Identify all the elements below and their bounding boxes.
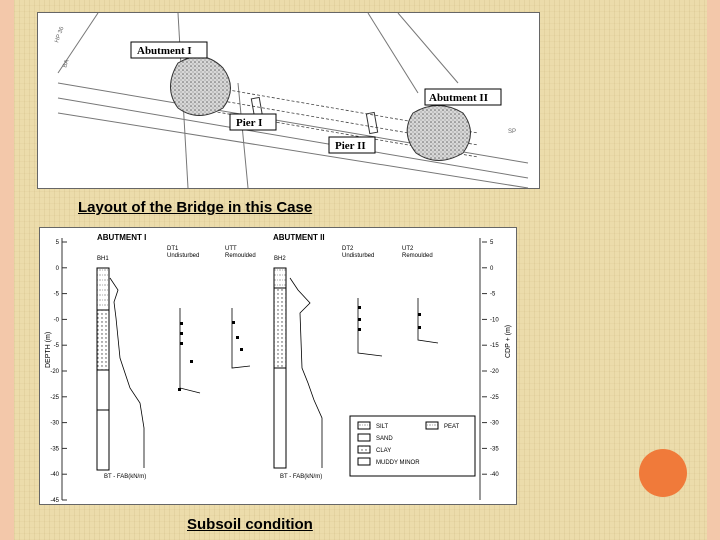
ut2-head: UT2: [402, 246, 414, 252]
right-axis-title: CDP + (m): [505, 324, 512, 358]
utt-head: UTT: [225, 246, 237, 252]
borehole-2-log: [274, 268, 286, 468]
bottom-note-right: BT - FAB(kN/m): [280, 474, 323, 480]
svg-text:SP: SP: [508, 129, 517, 135]
abutment-2-label: Abutment II: [429, 92, 488, 104]
right-axis-tick-label: -30: [490, 420, 499, 427]
pier-1-label: Pier I: [236, 117, 263, 129]
bh2-head: BH2: [274, 256, 286, 262]
dt1-head: DT1: [167, 246, 179, 252]
right-axis-tick-label: -35: [490, 446, 499, 453]
legend-clay: CLAY: [376, 448, 392, 454]
right-axis-tick-label: -15: [490, 343, 499, 350]
right-axis-tick-label: 0: [490, 265, 494, 272]
right-axis-tick-label: -10: [490, 317, 499, 324]
bottom-note-left: BT - FAB(kN/m): [104, 474, 147, 480]
bh1-head: BH1: [97, 256, 109, 262]
right-axis-tick-label: 5: [490, 240, 494, 246]
legend-peat: PEAT: [444, 424, 460, 430]
left-axis-tick-label: -20: [50, 369, 59, 375]
pier-2-label: Pier II: [335, 140, 366, 152]
svg-text:HP 36: HP 36: [54, 26, 66, 44]
legend-sand: SAND: [376, 436, 393, 442]
abutment-1-title: ABUTMENT I: [97, 233, 147, 242]
right-axis-tick-label: -20: [490, 369, 499, 375]
left-axis-tick-label: 0: [55, 265, 59, 272]
right-axis-ticks: [482, 240, 499, 478]
utt-sub: Remoulded: [225, 253, 256, 259]
soil-legend: [350, 416, 475, 476]
left-axis-tick-label: -5: [53, 291, 59, 298]
borehole-1-log: [97, 268, 109, 470]
svg-text:BA: BA: [62, 59, 71, 69]
soil-caption: Subsoil condition: [187, 516, 313, 533]
abutment-2-footprint: [407, 106, 470, 161]
left-axis-tick-label: -40: [50, 472, 59, 479]
left-axis-title: DEPTH (m): [45, 331, 52, 368]
dt2-sub: Undisturbed: [342, 253, 375, 259]
abutment-2-title: ABUTMENT II: [273, 233, 325, 242]
right-axis-tick-label: -25: [490, 394, 499, 401]
legend-silt: SILT: [376, 424, 389, 430]
left-axis-tick-label: -30: [50, 420, 59, 427]
left-axis-tick-label: -45: [50, 498, 59, 504]
left-axis-ticks: [50, 240, 67, 504]
left-axis-tick-label: -25: [50, 394, 59, 401]
right-axis-tick-label: -40: [490, 472, 499, 479]
dt1-sub: Undisturbed: [167, 253, 200, 259]
subsoil-drawing: [40, 228, 516, 504]
dt2-head: DT2: [342, 246, 354, 252]
left-axis-tick-label: -35: [50, 446, 59, 453]
layout-caption: Layout of the Bridge in this Case: [78, 199, 313, 216]
right-axis-tick-label: -5: [490, 291, 496, 298]
data-markers: [178, 306, 421, 391]
bridge-layout-drawing: [38, 13, 539, 188]
decorative-circle: [639, 449, 687, 497]
legend-muddy: MUDDY MINOR: [376, 460, 420, 466]
bridge-layout-figure: [37, 12, 540, 189]
abutment-1-footprint: [171, 57, 231, 116]
left-axis-tick-label: -0: [53, 317, 59, 324]
abutment-1-label: Abutment I: [137, 45, 192, 57]
subsoil-figure: [39, 227, 517, 505]
left-axis-tick-label: 5: [55, 240, 59, 246]
ut2-sub: Remoulded: [402, 253, 433, 259]
left-axis-tick-label: -5: [53, 343, 59, 350]
